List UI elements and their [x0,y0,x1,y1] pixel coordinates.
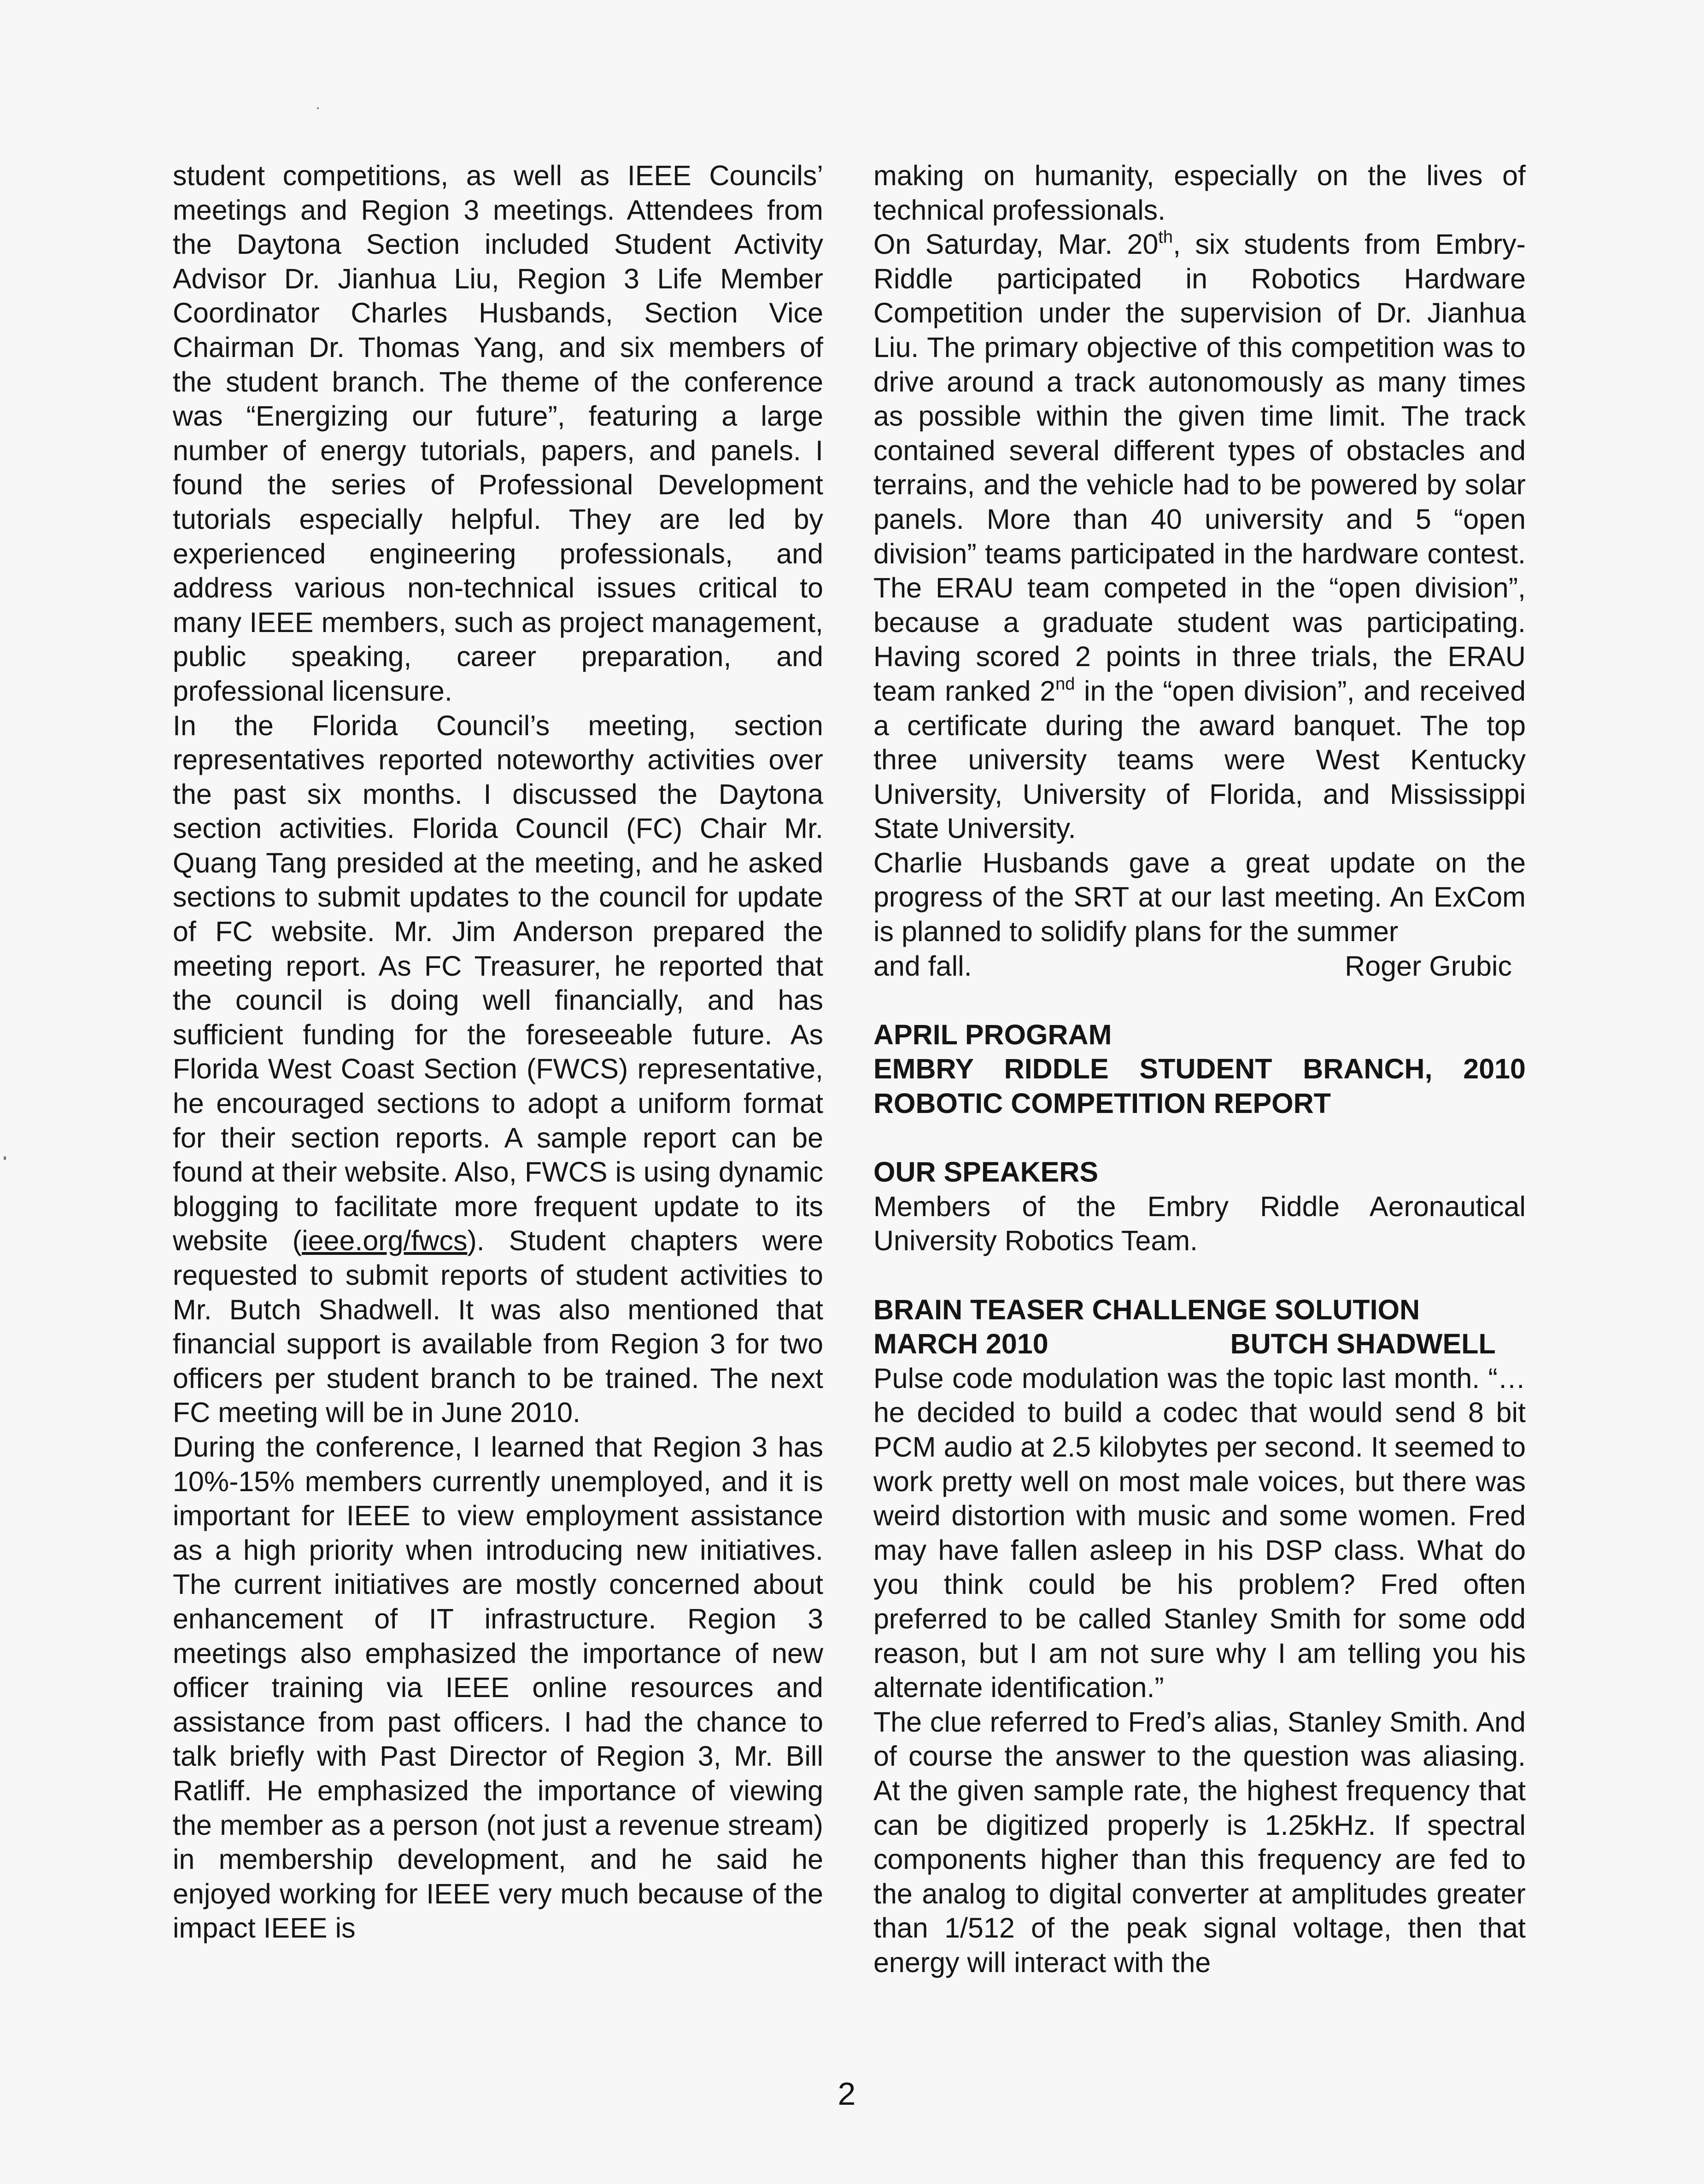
teaser-date: MARCH 2010 [873,1328,1048,1360]
fwcs-website-link[interactable]: ieee.org/fwcs [302,1225,468,1257]
left-paragraph-florida-council [173,708,823,1430]
program-heading: APRIL PROGRAM [873,1019,1112,1050]
program-title: EMBRY RIDDLE STUDENT BRANCH, 2010 ROBOTIC COMPETITION REPORT [873,1053,1526,1119]
left-column [173,158,823,1945]
scan-speck [317,107,319,109]
speakers-text: Members of the Embry Riddle Aeronautical University Robotics Team. [873,1190,1526,1257]
teaser-paragraph-answer: The clue referred to Fred’s alias, Stanley Smith. And of course the answer to the question was aliasing. At the given sample rate, the highest frequency that can be digitized properly is 1.25kHz. If spectral components higher than this frequency are fed to the analog to digital converter at amplitudes greater than 1/512 of the peak signal voltage, then that energy will interact with the [873,1706,1526,1978]
spacer [873,1258,1526,1293]
robotics-text-a: On Saturday, Mar. 20 [873,228,1159,260]
spacer [873,1121,1526,1155]
left-paragraph-conference: student competitions, as well as IEEE Councils’ meetings and Region 3 meetings. Attendees from the Daytona Section included Student Activity Advisor Dr. Jianhua Liu, Region 3 Life Member Coordinator Charles Husbands, Section Vice Chairman Dr. Thomas Yang, and six members of the student branch. The theme of the conference was “Energizing our future”, featuring a large number of energy tutorials, papers, and panels. I found the series of Professional Development tutorials especially helpful. They are led by experienced engineering professionals, and address various non-technical issues critical to many IEEE members, such as project management, public speaking, career preparation, and professional licensure. [173,160,823,707]
page-number: 2 [837,2076,856,2112]
robotics-sup-th: th [1158,228,1173,247]
teaser-heading: BRAIN TEASER CHALLENGE SOLUTION [873,1294,1420,1325]
srt-update-last-line: and fall. [873,950,972,982]
left-paragraph-region3: During the conference, I learned that Region 3 has 10%-15% members currently unemployed, and it is important for IEEE to view employment assistance as a high priority when introducing new initiatives. The current initiatives are mostly concerned about enhancement of IT infrastructure. Region 3 meetings also emphasized the importance of new officer training via IEEE online resources and assistance from past officers. I had the chance to talk briefly with Past Director of Region 3, Mr. Bill Ratliff. He emphasized the importance of viewing the member as a person (not just a revenue stream) in membership development, and he said he enjoyed working for IEEE very much because of the impact IEEE is [173,1431,823,1944]
teaser-date-line [873,1327,1526,1361]
right-paragraph-humanity: making on humanity, especially on the lives of technical professionals. [873,160,1526,226]
teaser-author: BUTCH SHADWELL [1230,1328,1496,1360]
signature: Roger Grubic [1345,950,1512,982]
teaser-paragraph-question: Pulse code modulation was the topic last month. “…he decided to build a codec that would send 8 bit PCM audio at 2.5 kilobytes per second. It seemed to work pretty well on most male voices, but there was weird distortion with music and some women. Fred may have fallen asleep in his DSP class. What do you think could be his problem? Fred often preferred to be called Stanley Smith for some odd reason, but I am not sure why I am telling you his alternate identification.” [873,1362,1526,1704]
robotics-text-c: in the “open division”, and received a certificate during the award banquet. The top three university teams were West Kentucky University, University of Florida, and Mississippi State University. [873,675,1526,844]
right-column [873,158,1526,1979]
right-paragraph-srt-update: Charlie Husbands gave a great update on the progress of the SRT at our last meeting. An ExCom is planned to solidify plans for the summer [873,847,1526,948]
scan-speck [4,1156,6,1160]
signature-line [873,949,1526,984]
robotics-text-b: , six students from Embry-Riddle participated in Robotics Hardware Competition under the supervision of Dr. Jianhua Liu. The primary objective of this competition was to drive around a track autonomously as many times as possible within the given time limit. The track contained several different types of obstacles and terrains, and the vehicle had to be powered by solar panels. More than 40 university and 5 “open division” teams participated in the hardware contest. The ERAU team competed in the “open division”, because a graduate student was participating. Having scored 2 points in three trials, the ERAU team ranked 2 [873,228,1526,707]
florida-council-text-a: In the Florida Council’s meeting, section representatives reported noteworthy activities over the past six months. I discussed the Daytona section activities. Florida Council (FC) Chair Mr. Quang Tang presided at the meeting, and he asked sections to submit updates to the council for update of FC website. Mr. Jim Anderson prepared the meeting report. As FC Treasurer, he reported that the council is doing well financially, and has sufficient funding for the foreseeable future. As Florida West Coast Section (FWCS) representative, he encouraged sections to adopt a uniform format for their section reports. A sample report can be found at their website. Also, FWCS is using dynamic blogging to facilitate more frequent update to its website ( [173,709,823,1257]
florida-council-text-b: ). Student chapters were requested to submit reports of student activities to Mr. Butch Shadwell. It was also mentioned that financial support is available from Region 3 for two officers per student branch to be trained. The next FC meeting will be in June 2010. [173,1225,823,1429]
spacer [873,983,1526,1018]
right-paragraph-robotics [873,227,1526,846]
speakers-heading: OUR SPEAKERS [873,1156,1099,1188]
robotics-sup-nd: nd [1055,674,1075,694]
